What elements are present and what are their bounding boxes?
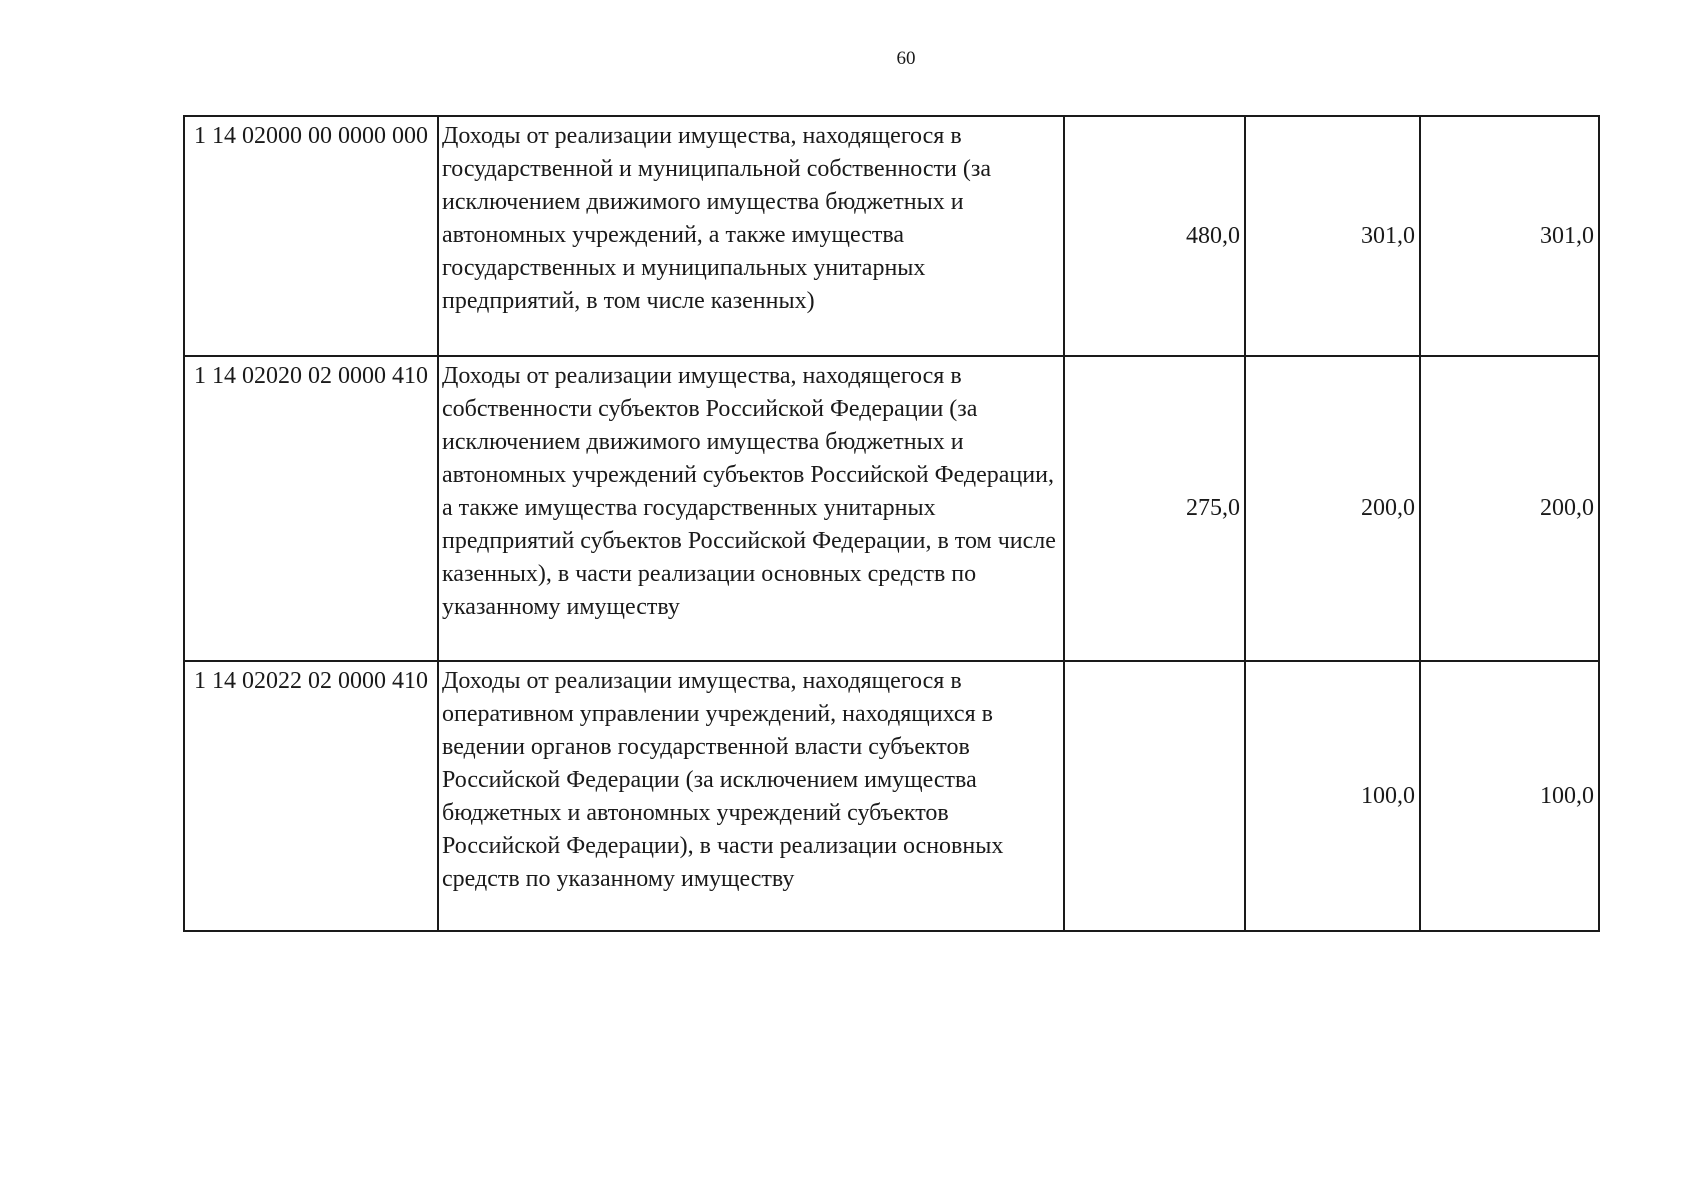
amount-cell-2: 200,0 (1245, 356, 1420, 661)
budget-code-cell: 1 14 02020 02 0000 410 (184, 356, 438, 661)
amount-cell-3: 100,0 (1420, 661, 1599, 931)
page-number: 60 (896, 48, 916, 69)
amount-cell-3: 301,0 (1420, 116, 1599, 356)
amount-cell-2: 100,0 (1245, 661, 1420, 931)
amount-cell-1: 275,0 (1064, 356, 1245, 661)
amount-cell-3: 200,0 (1420, 356, 1599, 661)
budget-code-cell: 1 14 02000 00 0000 000 (184, 116, 438, 356)
revenue-table (183, 115, 1600, 932)
table-row (184, 116, 1599, 356)
description-cell: Доходы от реализации имущества, находящегося в государственной и муниципальной собственности (за исключением движимого имущества бюджетных и автономных учреждений, а также имущества государственных и муниципальных унитарных предприятий, в том числе казенных) (438, 116, 1064, 356)
amount-cell-2: 301,0 (1245, 116, 1420, 356)
table-row (184, 661, 1599, 931)
description-cell: Доходы от реализации имущества, находящегося в собственности субъектов Российской Федерации (за исключением движимого имущества бюджетных и автономных учреждений субъектов Российской Федерации, а также имущества государственных унитарных предприятий субъектов Российской Федерации, в том числе казенных), в части реализации основных средств по указанному имуществу (438, 356, 1064, 661)
description-cell: Доходы от реализации имущества, находящегося в оперативном управлении учреждений, находящихся в ведении органов государственной власти субъектов Российской Федерации (за исключением имущества бюджетных и автономных учреждений субъектов Российской Федерации), в части реализации основных средств по указанному имуществу (438, 661, 1064, 931)
amount-cell-1: 480,0 (1064, 116, 1245, 356)
amount-cell-1 (1064, 661, 1245, 931)
budget-code-cell: 1 14 02022 02 0000 410 (184, 661, 438, 931)
table-row (184, 356, 1599, 661)
